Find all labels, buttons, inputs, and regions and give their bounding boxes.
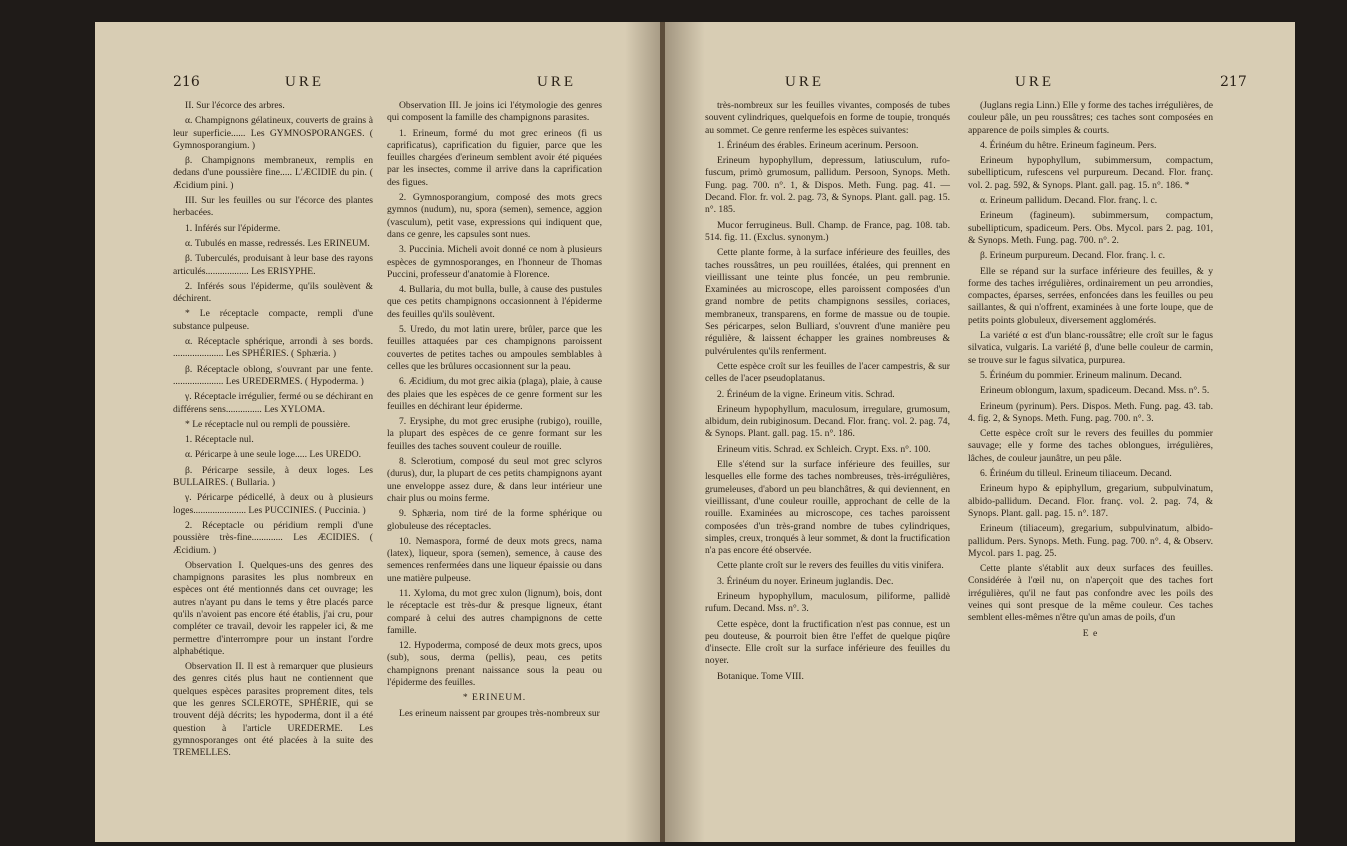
text-paragraph: 1. Erineum, formé du mot grec erineos (fi us caprificatus), caprification du figuier, parce que les feuilles chargées d'erineum semblent avoir été piquées par les insectes, comme il arrive dans la caprification des figues. [387, 127, 602, 188]
text-paragraph: γ. Réceptacle irrégulier, fermé ou se déchirant en différens sens............... Les XYLOMA. [173, 391, 373, 415]
text-paragraph: E e [1082, 627, 1099, 639]
text-paragraph: * Le réceptacle nul ou rempli de poussière. [185, 418, 351, 430]
text-paragraph: Cette espèce, dont la fructification n'est pas connue, est un peu douteuse, & pourroit bien être l'effet de quelque piqûre d'insecte. Elle croît sur la surface inférieure des feuilles du noyer. [705, 618, 950, 667]
text-paragraph: Mucor ferrugineus. Bull. Champ. de France, pag. 108. tab. 514. fig. 11. (Exclus. synonym.) [705, 219, 950, 243]
text-paragraph: β. Péricarpe sessile, à deux loges. Les BULLAIRES. ( Bullaria. ) [173, 464, 373, 489]
text-paragraph: Erineum hypo & epiphyllum, gregarium, subpulvinatum, albido-pallidum. Decand. Flor. franç. vol. 2. pag. 74, & Synops. Plant. gall. pag. 15. n°. 187. [968, 483, 1213, 519]
text-paragraph: Erineum (pyrinum). Pers. Dispos. Meth. Fung. pag. 43. tab. 4. fig. 2, & Synops. Meth. Fung. pag. 700. n°. 3. [968, 400, 1213, 424]
text-paragraph: Erineum hypophyllum, maculosum, irregulare, grumosum, albidum, dein rubiginosum. Decand. Flor. franç. vol. 2. pag. 74, & Synops. Plant. gall. pag. 15. n°. 186. [705, 403, 950, 440]
text-paragraph: 5. Uredo, du mot latin urere, brûler, parce que les feuilles attaquées par ces champignons paroissent couvertes de petites taches ou ampoules semblables à celles que les brûlures occasionnent sur la peau. [387, 324, 602, 372]
right-column-1 [705, 100, 950, 686]
text-paragraph: α. Erineum pallidum. Decand. Flor. franç. l. c. [980, 195, 1158, 207]
left-column-1 [173, 100, 373, 763]
page-number-left: 216 [173, 74, 200, 90]
text-paragraph: III. Sur les feuilles ou sur l'écorce des plantes herbacées. [173, 195, 373, 219]
text-paragraph: Erineum hypophyllum, depressum, latiusculum, rufo-fuscum, primò grumosum, pallidum. Persoon, Synops. Meth. Fung. pag. 700. n°. 1, & Dispos. Meth. Fung. pag. 41. — Decand. Flor. fr. vol. 2. pag. 73, & Synops. Plant. gall. pag. 15. n°. 185. [705, 155, 950, 216]
text-paragraph: Cette plante forme, à la surface inférieure des feuilles, des taches roussâtres, un peu rouillées, étalées, qui prennent en vieillissant une teinte plus foncée, un peu rembrunie. Examinées au microscope, elles paroissent composées d'un grand nombre de petits champignons sessiles, coriaces, membraneux, transparens, en forme de massue ou de toupie. Ses péricarpes, selon Bulliard, s'ouvrent d'une manière peu régulière, & laissent échapper les graines nombreuses & pulvérulentes qu'ils renferment. [705, 247, 950, 357]
text-paragraph: Cette plante s'établit aux deux surfaces des feuilles. Considérée à l'œil nu, on n'aperçoit que des taches fort irrégulières, qu'il ne faut pas confondre avec les poils des veines qui sont presque de la même couleur. Ces taches semblent elles-mêmes n'être qu'un amas de poils, d'un [968, 563, 1213, 624]
text-paragraph: Cette espèce croît sur le revers des feuilles du pommier sauvage; elle y forme des taches oblongues, irrégulières, lâches, de couleur jaunâtre, un peu pâle. [968, 428, 1213, 464]
text-paragraph: γ. Péricarpe pédicellé, à deux ou à plusieurs loges...................... Les PUCCINIES. ( Puccinia. ) [173, 492, 373, 516]
text-paragraph: Erineum vitis. Schrad. ex Schleich. Crypt. Exs. n°. 100. [717, 443, 931, 455]
text-paragraph: (Juglans regia Linn.) Elle y forme des taches irrégulières, de couleur pâle, un peu roussâtres; ces taches sont composées en apparence de poils simples & courts. [968, 100, 1213, 136]
text-paragraph: Erineum (fagineum). subimmersum, compactum, subellipticum, spadiceum. Pers. Obs. Mycol. pars 2. pag. 101, & Synops. Meth. Fung. pag. 700. n°. 2. [968, 210, 1213, 246]
text-paragraph: * ERINEUM. [462, 692, 527, 704]
text-paragraph: α. Champignons gélatineux, couverts de grains à leur superficie...... Les GYMNOSPORANGES. ( Gymnosporangium. ) [173, 115, 373, 151]
text-paragraph: 7. Erysiphe, du mot grec erusiphe (rubigo), rouille, la plupart des espèces de ce genre formant sur les feuilles des taches souvent couleur de rouille. [387, 416, 602, 452]
text-paragraph: α. Tubulés en masse, redressés. Les ERINEUM. [185, 237, 370, 249]
text-paragraph: β. Erineum purpureum. Decand. Flor. franç. l. c. [980, 250, 1165, 262]
right-page [665, 22, 1295, 842]
text-paragraph: La variété α est d'un blanc-roussâtre; elle croît sur le fagus silvatica, vulgaris. La variété β, d'une belle couleur de carmin, se trouve sur le fagus silvatica, purpurea. [968, 330, 1213, 366]
left-column-2 [387, 100, 602, 723]
text-paragraph: 2. Gymnosporangium, composé des mots grecs gymnos (nudum), nu, spora (semen), semence, aggion (vasculum), petit vase, expressions qui indiquent que, dans ce genre, les capsules sont nues. [387, 192, 602, 240]
text-paragraph: α. Péricarpe à une seule loge..... Les UREDO. [185, 449, 362, 461]
text-paragraph: très-nombreux sur les feuilles vivantes, composés de tubes souvent cylindriques, quelquefois en forme de toupie, tronqués au sommet. Ce genre renferme les espèces suivantes: [705, 100, 950, 136]
text-paragraph: 1. Érinéum des érables. Erineum acerinum. Persoon. [717, 139, 919, 151]
text-paragraph: Erineum hypophyllum, subimmersum, compactum, subellipticum, rufescens vel purpureum. Decand. Flor. franç. vol. 2. pag. 592, & Synops. Plant. gall. pag. 15. n°. 186. * [968, 155, 1213, 191]
text-paragraph: * Le réceptacle compacte, rempli d'une substance pulpeuse. [173, 308, 373, 332]
text-paragraph: 11. Xyloma, du mot grec xulon (lignum), bois, dont le réceptacle est très-dur & presque ligneux, étant comparé à celui des autres champignons de cette famille. [387, 587, 602, 636]
text-paragraph: 3. Puccinia. Micheli avoit donné ce nom à plusieurs espèces de gymnosporanges, en l'honneur de Thomas Puccini, professeur d'anatomie à Florence. [387, 244, 602, 280]
text-paragraph: 1. Réceptacle nul. [185, 434, 254, 446]
text-paragraph: Observation III. Je joins ici l'étymologie des genres qui composent la famille des champignons parasites. [387, 100, 602, 124]
text-paragraph: Cette plante croît sur le revers des feuilles du vitis vinifera. [717, 560, 944, 572]
page-number-right: 217 [1220, 74, 1247, 90]
text-paragraph: Cette espèce croît sur les feuilles de l'acer campestris, & sur celles de l'acer pseudoplatanus. [705, 360, 950, 385]
text-paragraph: α. Réceptacle sphérique, arrondi à ses bords. ..................... Les SPHÉRIES. ( Sphæria. ) [173, 336, 373, 360]
text-paragraph: 2. Érinéum de la vigne. Erineum vitis. Schrad. [717, 388, 895, 400]
text-paragraph: 10. Nemaspora, formé de deux mots grecs, nama (latex), liqueur, spora (semen), semence, à cause des semences renfermées dans une liqueur épaissie ou dans une matière pulpeuse. [387, 535, 602, 584]
text-paragraph: Erineum oblongum, laxum, spadiceum. Decand. Mss. n°. 5. [980, 385, 1210, 397]
text-paragraph: 4. Bullaria, du mot bulla, bulle, à cause des pustules que ces petits champignons occasionnent à l'épiderme des feuilles qu'ils soulèvent. [387, 284, 602, 320]
text-paragraph: 12. Hypoderma, composé de deux mots grecs, upos (sub), sous, derma (pellis), peau, ces petits champignons prenant naissance sous la peau ou l'épiderme des feuilles. [387, 640, 602, 689]
text-paragraph: 3. Érinéum du noyer. Erineum juglandis. Dec. [717, 575, 894, 587]
text-paragraph: 6. Érinéum du tilleul. Erineum tiliaceum. Decand. [980, 468, 1172, 480]
text-paragraph: 4. Érinéum du hêtre. Erineum fagineum. Pers. [980, 139, 1157, 151]
running-head-right-2: URE [1015, 74, 1054, 90]
text-paragraph: II. Sur l'écorce des arbres. [185, 100, 285, 111]
text-paragraph: β. Tuberculés, produisant à leur base des rayons articulés.................. Les ERISYPHE. [173, 253, 373, 277]
text-paragraph: 5. Érinéum du pommier. Erineum malinum. Decand. [980, 369, 1182, 381]
left-page [95, 22, 665, 842]
text-paragraph: Elle s'étend sur la surface inférieure des feuilles, sur lesquelles elle forme des taches nombreuses, très-irrégulières, grumeleuses, d'abord un peu blanchâtres, & qui deviennent, en vieillissant, d'une couleur rouille, approchant de celle de la rouille. Examinées au microscope, ces taches paroissent composées d'un très-grand nombre de tubes cylindriques, simples, creux, tronqués à leur sommet, & dont la fructification n'a pas encore été observée. [705, 459, 950, 557]
running-head-left-2: URE [537, 74, 576, 90]
text-paragraph: Les erineum naissent par groupes très-nombreux sur [399, 707, 600, 719]
text-paragraph: 2. Réceptacle ou péridium rempli d'une poussière très-fine............. Les ÆCIDIES. ( Æcidium. ) [173, 519, 373, 556]
text-paragraph: Observation II. Il est à remarquer que plusieurs des genres cités plus haut ne contiennent que quelques espèces parasites proprement dites, tels que les genres SCLEROTE, SPHÉRIE, qui se trouvent déjà décrits; les hypoderma, dont il a été question à l'article UREDERME. Les gymnosporanges ont été placées à la suite des TREMELLES. [173, 661, 373, 759]
running-head-right-1: URE [785, 74, 824, 90]
right-column-2 [968, 100, 1213, 643]
text-paragraph: 2. Inférés sous l'épiderme, qu'ils soulèvent & déchirent. [173, 280, 373, 305]
text-paragraph: Erineum hypophyllum, maculosum, piliforme, pallidè rufum. Decand. Mss. n°. 3. [705, 590, 950, 615]
text-paragraph: 6. Æcidium, du mot grec aikia (plaga), plaie, à cause des plaies que les espèces de ce genre forment sur les feuilles en déchirant leur épiderme. [387, 376, 602, 412]
text-paragraph: β. Champignons membraneux, remplis en dedans d'une poussière fine..... L'ÆCIDIE du pin. ( Æcidium pini. ) [173, 155, 373, 191]
text-paragraph: Elle se répand sur la surface inférieure des feuilles, & y forme des taches irrégulières, ordinairement un peu arrondies, compactes, éparses, serrées, enfoncées dans les feuilles ou peu saillantes, & qui n'offrent, examinées à une forte loupe, que de petits points globuleux, diversement agglomérés. [968, 265, 1213, 326]
text-paragraph: Observation I. Quelques-uns des genres des champignons parasites les plus nombreux en espèces ont été mentionnés dans cet ouvrage; les autres n'ayant pu dans le tems y être placés parce qu'ils n'avoient pas encore été établis, j'ai cru, pour compléter ce travail, devoir les rappeler ici, & me permettre d'interrompre pour un instant l'ordre alphabétique. [173, 559, 373, 657]
text-paragraph: 8. Sclerotium, composé du seul mot grec sclyros (durus), dur, la plupart de ces petits champignons ayant une enveloppe assez dure, & dans leur intérieur une chair plus ou moins ferme. [387, 456, 602, 504]
text-paragraph: Botanique. Tome VIII. [717, 670, 804, 682]
text-paragraph: 1. Inférés sur l'épiderme. [185, 222, 281, 234]
text-paragraph: 9. Sphæria, nom tiré de la forme sphérique ou globuleuse des réceptacles. [387, 508, 602, 532]
running-head-left-1: URE [285, 74, 324, 90]
text-paragraph: β. Réceptacle oblong, s'ouvrant par une fente. ..................... Les UREDERMES. ( Hypoderma. ) [173, 363, 373, 387]
text-paragraph: Erineum (tiliaceum), gregarium, subpulvinatum, albido-pallidum. Pers. Synops. Meth. Fung. pag. 700. n°. 4, & Observ. Mycol. pars 1. pag. 25. [968, 523, 1213, 559]
